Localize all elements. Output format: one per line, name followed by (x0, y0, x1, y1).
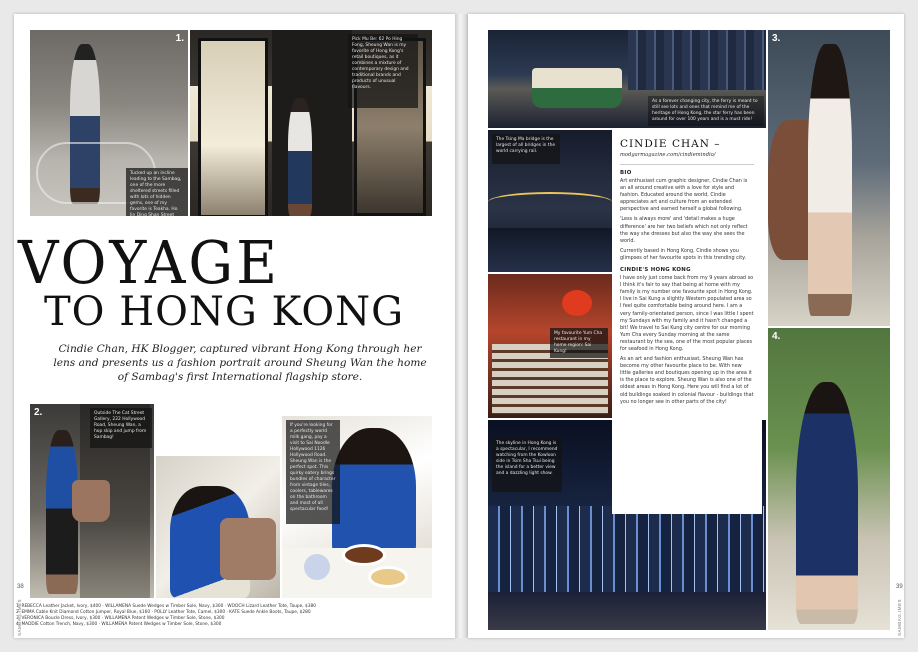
food-plate (368, 566, 408, 588)
photo-caption: My favourite Yum Cha restaurant in my home region: Sai Kung! (550, 328, 608, 358)
photo-number: 1. (175, 33, 184, 44)
model-figure (796, 382, 858, 624)
bio-paragraph: Art enthusiast cum graphic designer, Cindie Chan is an all around creative with a love for style and fashion. Educated around the world, Cindie appreciates art and culture from an extended perspective and earned herself a global following. (620, 178, 748, 213)
page-number-left: 38 (17, 584, 24, 590)
harbour-water (488, 592, 766, 630)
hk-paragraph: As an art and fashion enthusiast, Sheung Wan has become my other favourite place to be. With new little galleries and boutiques opening up in the area it is the place to explore. Sheung Wan is also one of the oldest areas in Hong Kong. Here you will find a lot of old buildings soaked in colonial flavour - buildings that you no longer see in other parts of the city! (620, 356, 754, 405)
photo-bicycle-street (30, 30, 188, 216)
side-label-right: SAMBAG.IMES (897, 598, 902, 636)
credit-line: 1. REBECCA Leather Jacket, Ivory, $400 · WILLAMENA Suede Wedges w Timber Sole, Navy, $300 · WOOCH Lizard Leather Tote, Taupe, $380 (16, 604, 316, 609)
bio-panel (612, 130, 762, 514)
hk-paragraph: I have only just come back from my 9 years abroad so I think it's fair to say that being at home with my family is my number one favourite spot in Hong Kong. I live in Sai Kung a slightly Western populated area so I feel quite comfortable being around here. I am a very family-orientated person, since I was little I spent my Sundays with my family and it hasn't changed a bit! We travel to Sai Kung city centre for our morning Yum Cha every Sunday morning at the same restaurant by the sea, one of the most popular places for seafood in Hong Kong. (620, 275, 754, 352)
bridge-lights (488, 192, 612, 212)
article-title (18, 229, 438, 335)
magazine-spine (455, 14, 468, 638)
photo-number: 3. (772, 33, 781, 44)
photo-store-entrance (190, 30, 432, 216)
photo-caption: The Tsing Ma bridge is the largest of all bridges in the world carrying rail. (492, 134, 560, 164)
bio-paragraph: 'Less is always more' and 'detail makes a huge difference' are her two beliefs which not only reflect the way she dresses but also the way she sees the world. (620, 216, 748, 244)
photo-caption: If you're looking for a perfectly world milk gang, pay a visit to Sai Noodle Hollywood 1126 Hollywood Road. Sheung Wan is the perfect spot. This quirky eatery brings bundles of character from vintage tiles, coolers, tablewares on the bathroom and most of all spectacular food! (286, 420, 340, 524)
model-figure (808, 44, 852, 316)
photo-number: 2. (34, 407, 43, 418)
tote-bag (220, 518, 276, 580)
title-line-2: TO HONG KONG (44, 289, 405, 335)
food-bowl (342, 544, 386, 566)
photo-star-ferry (488, 30, 766, 128)
water-reflection (488, 228, 612, 272)
ferry-boat (532, 68, 622, 108)
model-figure (288, 98, 312, 216)
bio-paragraph: Currently based in Hong Kong, Cindie shows you glimpses of her favourite spots in this trending city. (620, 247, 746, 261)
hk-label: CINDIE'S HONG KONG (620, 267, 691, 274)
photo-number: 4. (772, 331, 781, 342)
article-intro: Cindie Chan, HK Blogger, captured vibrant Hong Kong through her lens and presents us a fashion portrait around Sheung Wan the home of Sambag's first International flagship store. (53, 343, 427, 383)
photo-tile-wall (156, 456, 280, 598)
paper-lantern (562, 290, 592, 316)
skyline-buildings (488, 506, 766, 592)
tote-bag (72, 480, 110, 522)
side-label-left: SAMBAG.IMES (17, 598, 22, 636)
bio-label: BIO (620, 170, 632, 176)
credit-line: 2. EMMA Cable Knit Diamond Cotton Jumper, Royal Blue, $160 · POLLY Leather Tote, Camel, $300 · KATE Suede Ankle Boots, Taupe, $280 (16, 610, 311, 615)
photo-caption: The skyline in Hong Kong is a spectacular, I recommend watching from the Kowloon side in Tsim Sha Tsui being the island for a better view and a dazzling light show. (492, 438, 562, 492)
credit-line: 3. VERONICA Boucle Dress, Ivory, $300 · WILLAMENA Patent Wedges w Timber Sole, Stone, $300 (16, 616, 225, 621)
photo-tsing-ma-bridge (488, 130, 612, 272)
photo-caption: As a forever changing city, the ferry is meant to still see lots and ones that remind me of the heritage of Hong Kong, the star ferry has been around for over 100 years and is a must ride! (648, 96, 764, 126)
bio-heading: CINDIE CHAN – (620, 138, 721, 150)
photo-caption: Tucked up an incline leading to the Sambag, one of the more sheltered streets filled with lots of hidden gems, one of my favorite is Teakha. Ho Jin Ding Shan Street (126, 168, 188, 216)
photo-shop-interior (488, 274, 612, 418)
photo-gallery-doorway (30, 404, 154, 598)
store-door (198, 38, 268, 216)
store-wall (272, 30, 352, 216)
credit-line: 4. MADDIE Cotton Trench, Navy, $300 · WILLAMENA Patent Wedges w Timber Sole, Stone, $300 (16, 622, 222, 627)
photo-white-dress (768, 30, 890, 326)
fashion-credits (16, 604, 426, 628)
city-lights (628, 30, 766, 90)
photo-cafe-table (282, 416, 432, 598)
teapot (304, 554, 330, 580)
photo-caption: Pick Mu Be: 62 Po Hing Fong, Sheung Wan is my favorite of Hong Kong's retail boutiques, as it combines a mixture of contemporary design and traditional brands and products of unusual flavours. (348, 34, 418, 108)
photo-navy-trench (768, 328, 890, 630)
title-line-1: VOYAGE (18, 229, 281, 298)
page-number-right: 39 (896, 584, 903, 590)
model-figure (332, 428, 416, 558)
bio-website: modgarmagazine.com/cindiemindio/ (620, 152, 754, 165)
photo-caption: Outside The Cat Street Gallery, 222 Hollywood Road, Sheung Wan, a hop skip and jump from Sambag! (90, 408, 152, 448)
